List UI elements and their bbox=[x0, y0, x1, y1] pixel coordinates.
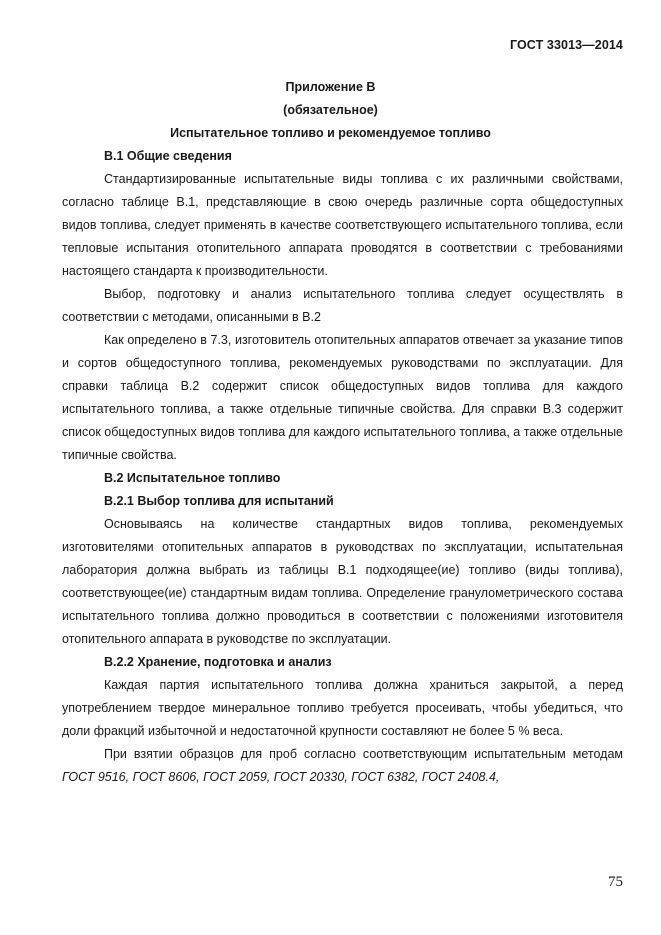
paragraph: Как определено в 7.3, изготовитель отопительных аппаратов отвечает за указание типов и сортов общедоступного топлива, рекомендуемых руководствами по эксплуатации. Для справки таблица В.2 содержит список общедоступных видов топлива для каждого испытательного топлива, а также отдельные типичные свойства. Для справки В.3 содержит список общедоступных видов топлива для каждого испытательного топлива, а также отдельные типичные свойства. bbox=[62, 333, 623, 462]
document-body bbox=[62, 145, 623, 789]
standard-references: ГОСТ 9516, ГОСТ 8606, ГОСТ 2059, ГОСТ 20330, ГОСТ 6382, ГОСТ 2408.4, bbox=[62, 770, 500, 784]
paragraph: Выбор, подготовку и анализ испытательного топлива следует осуществлять в соответствии с методами, описанными в В.2 bbox=[62, 287, 623, 324]
paragraph bbox=[62, 743, 623, 789]
paragraph: Основываясь на количестве стандартных видов топлива, рекомендуемых изготовителями отопительных аппаратов в руководствах по эксплуатации, испытательная лаборатория должна выбрать из таблицы В.1 подходящее(ие) топливо (виды топлива), соответствующее(ие) стандартным видам топлива. Определение гранулометрического состава испытательного топлива должно проводиться в соответствии с положениями изготовителя отопительного аппарата в руководстве по эксплуатации. bbox=[62, 517, 623, 646]
annex-title: Приложение В bbox=[285, 80, 376, 94]
paragraph: Каждая партия испытательного топлива должна храниться закрытой, а перед употреблением твердое минеральное топливо требуется просеивать, чтобы убедиться, что доли фракций избыточной и недостаточной крупности составляют не более 5 % веса. bbox=[62, 678, 623, 738]
page-number: 75 bbox=[608, 874, 623, 890]
section-heading-b22: В.2.2 Хранение, подготовка и анализ bbox=[104, 655, 332, 669]
section-heading-b2: В.2 Испытательное топливо bbox=[104, 471, 281, 485]
section-heading-b1: В.1 Общие сведения bbox=[104, 149, 232, 163]
section-heading-b21: В.2.1 Выбор топлива для испытаний bbox=[104, 494, 334, 508]
paragraph-text: При взятии образцов для проб согласно соответствующим испытательным методам bbox=[104, 747, 623, 761]
annex-status: (обязательное) bbox=[283, 103, 378, 117]
annex-subtitle: Испытательное топливо и рекомендуемое топливо bbox=[170, 126, 491, 140]
paragraph: Стандартизированные испытательные виды топлива с их различными свойствами, согласно таблице В.1, представляющие в свою очередь различные сорта общедоступных видов топлива, следует применять в качестве соответствующего испытательного топлива, если тепловые испытания отопительного аппарата проводятся в соответствии с требованиями настоящего стандарта к производительности. bbox=[62, 172, 623, 278]
standard-header: ГОСТ 33013—2014 bbox=[509, 38, 623, 52]
